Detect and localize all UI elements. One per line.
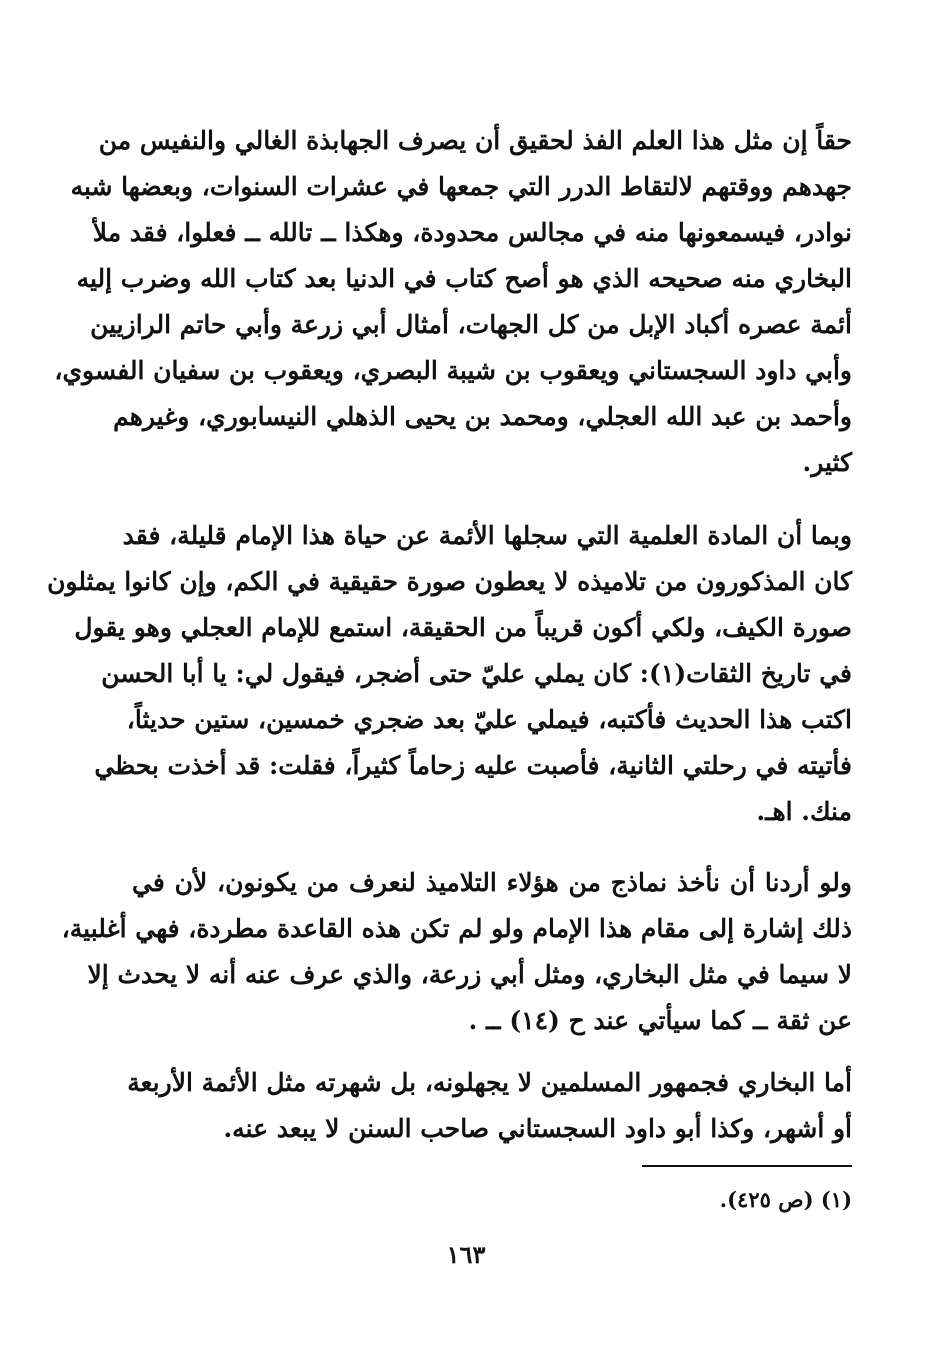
text-line: أما البخاري فجمهور المسلمين لا يجهلونه، بل شهرته مثل الأئمة الأربعة <box>127 1068 852 1097</box>
text-line: كان المذكورون من تلاميذه لا يعطون صورة حقيقية في الكم، وإن كانوا يمثلون <box>47 567 852 596</box>
text-line: حقاً إن مثل هذا العلم الفذ لحقيق أن يصرف الجهابذة الغالي والنفيس من <box>98 126 852 155</box>
text-line: أو أشهر، وكذا أبو داود السجستاني صاحب السنن لا يبعد عنه. <box>223 1114 852 1143</box>
footnote-divider <box>642 1165 852 1167</box>
text-line: نوادر، فيسمعونها منه في مجالس محدودة، وهكذا ــ تالله ــ فعلوا، فقد ملأ <box>92 218 852 247</box>
text-line: كثير. <box>802 448 852 477</box>
text-line: في تاريخ الثقات(١): كان يملي عليّ حتى أضجر، فيقول لي: يا أبا الحسن <box>101 659 852 688</box>
text-line: وأحمد بن عبد الله العجلي، ومحمد بن يحيى الذهلي النيسابوري، وغيرهم <box>113 402 852 431</box>
text-line: وبما أن المادة العلمية التي سجلها الأئمة عن حياة هذا الإمام قليلة، فقد <box>122 521 852 550</box>
text-line: منك. اهـ. <box>756 797 852 826</box>
text-line: فأتيته في رحلتي الثانية، فأصبت عليه زحاماً كثيراً، فقلت: قد أخذت بحظي <box>94 751 852 780</box>
text-line: وأبي داود السجستاني ويعقوب بن شيبة البصري، ويعقوب بن سفيان الفسوي، <box>54 356 852 385</box>
text-line: اكتب هذا الحديث فأكتبه، فيملي عليّ بعد ضجري خمسين، ستين حديثاً، <box>126 705 852 734</box>
text-line: البخاري منه صحيحه الذي هو أصح كتاب في الدنيا بعد كتاب الله وضرب إليه <box>76 264 852 293</box>
text-line: لا سيما في مثل البخاري، ومثل أبي زرعة، والذي عرف عنه أنه لا يحدث إلا <box>87 960 852 989</box>
text-line: ذلك إشارة إلى مقام هذا الإمام ولو لم تكن هذه القاعدة مطردة، فهي أغلبية، <box>61 914 852 943</box>
footnote: (١) (ص ٤٢٥). <box>719 1187 852 1212</box>
text-line: صورة الكيف، ولكي أكون قريباً من الحقيقة، استمع للإمام العجلي وهو يقول <box>74 613 852 642</box>
page-number: ١٦٣ <box>446 1240 486 1269</box>
text-line: عن ثقة ــ كما سيأتي عند ح (١٤) ــ . <box>468 1006 852 1035</box>
text-line: ولو أردنا أن نأخذ نماذج من هؤلاء التلاميذ لنعرف من يكونون، لأن في <box>132 868 852 897</box>
text-line: أئمة عصره أكباد الإبل من كل الجهات، أمثال أبي زرعة وأبي حاتم الرازيين <box>90 310 852 339</box>
text-line: جهدهم ووقتهم لالتقاط الدرر التي جمعها في عشرات السنوات، وبعضها شبه <box>70 172 852 201</box>
